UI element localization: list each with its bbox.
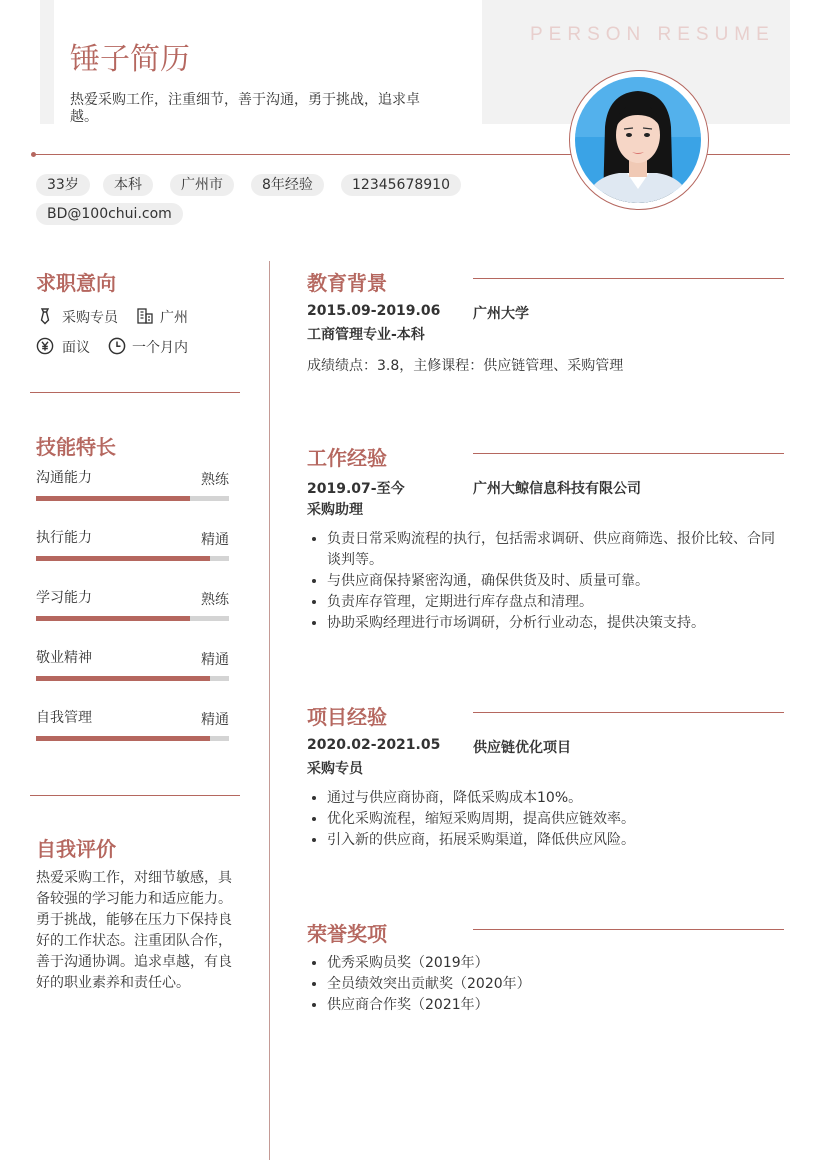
- skill-level: 精通: [201, 652, 229, 668]
- education-detail: 成绩绩点：3.8，主修课程：供应链管理、采购管理: [307, 358, 624, 374]
- skill-bar-fill: [36, 556, 210, 561]
- project-period: 2020.02-2021.05: [307, 737, 441, 753]
- list-item: • 通过与供应商协商，降低采购成本10%。: [327, 788, 782, 809]
- info-chip-phone[interactable]: 12345678910: [341, 174, 461, 196]
- list-item: • 协助采购经理进行市场调研，分析行业动态，提供决策支持。: [327, 613, 782, 634]
- list-item: • 负责库存管理，定期进行库存盘点和清理。: [327, 592, 782, 613]
- project-bullet-list: [307, 788, 782, 851]
- education-period: 2015.09-2019.06: [307, 303, 441, 319]
- education-title: 教育背景: [307, 271, 387, 295]
- skill-name: 学习能力: [36, 590, 92, 606]
- header-divider-dot: [31, 152, 36, 157]
- skill-bar: [36, 556, 229, 561]
- list-item: • 与供应商保持紧密沟通，确保供货及时、质量可靠。: [327, 571, 782, 592]
- skills-title: 技能特长: [36, 435, 116, 459]
- info-chip-city: 广州市: [170, 174, 234, 196]
- education-title-line: [473, 278, 784, 279]
- info-chip-degree: 本科: [103, 174, 153, 196]
- self-eval-title: 自我评价: [36, 837, 116, 861]
- skill-bar-fill: [36, 736, 210, 741]
- skill-bar: [36, 736, 229, 741]
- list-item: • 引入新的供应商，拓展采购渠道，降低供应风险。: [327, 830, 782, 851]
- skill-bar: [36, 496, 229, 501]
- skill-level: 熟练: [201, 592, 229, 608]
- list-item: • 全员绩效突出贡献奖（2020年）: [327, 974, 782, 995]
- project-role: 采购专员: [307, 761, 363, 777]
- info-chip-email[interactable]: BD@100chui.com: [36, 203, 183, 225]
- job-availability: 一个月内: [132, 340, 188, 356]
- left-divider-2: [30, 795, 240, 796]
- project-title: 项目经验: [307, 705, 387, 729]
- skill-level: 精通: [201, 712, 229, 728]
- work-period: 2019.07-至今: [307, 481, 405, 497]
- skill-bar: [36, 676, 229, 681]
- profile-photo: [575, 77, 701, 203]
- self-eval-text: 热爱采购工作，对细节敏感，具备较强的学习能力和适应能力。勇于挑战，能够在压力下保持良好的工作状态。注重团队合作，善于沟通协调。追求卓越，有良好的职业素养和责任心。: [36, 870, 232, 991]
- resume-name: 锤子简历: [70, 42, 190, 77]
- education-major: 工商管理专业-本科: [307, 327, 425, 343]
- skill-bar-fill: [36, 496, 190, 501]
- clock-icon: [108, 337, 126, 355]
- honors-title-line: [473, 929, 784, 930]
- list-item: • 负责日常采购流程的执行，包括需求调研、供应商筛选、报价比较、合同谈判等。: [327, 529, 782, 571]
- left-divider-1: [30, 392, 240, 393]
- skill-bar: [36, 616, 229, 621]
- honors-bullet-list: [307, 953, 782, 1016]
- work-bullet-list: [307, 529, 782, 634]
- education-school: 广州大学: [473, 306, 529, 322]
- skill-level: 熟练: [201, 472, 229, 488]
- work-company: 广州大鲸信息科技有限公司: [473, 481, 641, 497]
- column-divider: [269, 261, 270, 1160]
- yuan-icon: [36, 337, 54, 355]
- skill-name: 沟通能力: [36, 470, 92, 486]
- skill-bar-fill: [36, 676, 210, 681]
- skill-name: 执行能力: [36, 530, 92, 546]
- person-resume-banner: PERSON RESUME: [530, 24, 775, 45]
- project-name: 供应链优化项目: [473, 740, 571, 756]
- skill-bar-fill: [36, 616, 190, 621]
- list-item: • 优化采购流程，缩短采购周期，提高供应链效率。: [327, 809, 782, 830]
- job-salary: 面议: [62, 340, 90, 356]
- skill-level: 精通: [201, 532, 229, 548]
- skill-name: 敬业精神: [36, 650, 92, 666]
- work-title: 工作经验: [307, 446, 387, 470]
- info-chip-age: 33岁: [36, 174, 90, 196]
- resume-tagline: 热爱采购工作，注重细节，善于沟通，勇于挑战，追求卓越。: [70, 92, 420, 125]
- work-title-line: [473, 453, 784, 454]
- project-title-line: [473, 712, 784, 713]
- job-city: 广州: [160, 310, 188, 326]
- skill-name: 自我管理: [36, 710, 92, 726]
- job-position: 采购专员: [62, 310, 118, 326]
- header-left-strip: [40, 0, 54, 124]
- job-intent-title: 求职意向: [36, 271, 116, 295]
- honors-title: 荣誉奖项: [307, 922, 387, 946]
- tie-icon: [36, 307, 54, 325]
- list-item: • 供应商合作奖（2021年）: [327, 995, 782, 1016]
- work-role: 采购助理: [307, 502, 363, 518]
- info-chip-experience: 8年经验: [251, 174, 324, 196]
- building-icon: [136, 307, 154, 325]
- list-item: • 优秀采购员奖（2019年）: [327, 953, 782, 974]
